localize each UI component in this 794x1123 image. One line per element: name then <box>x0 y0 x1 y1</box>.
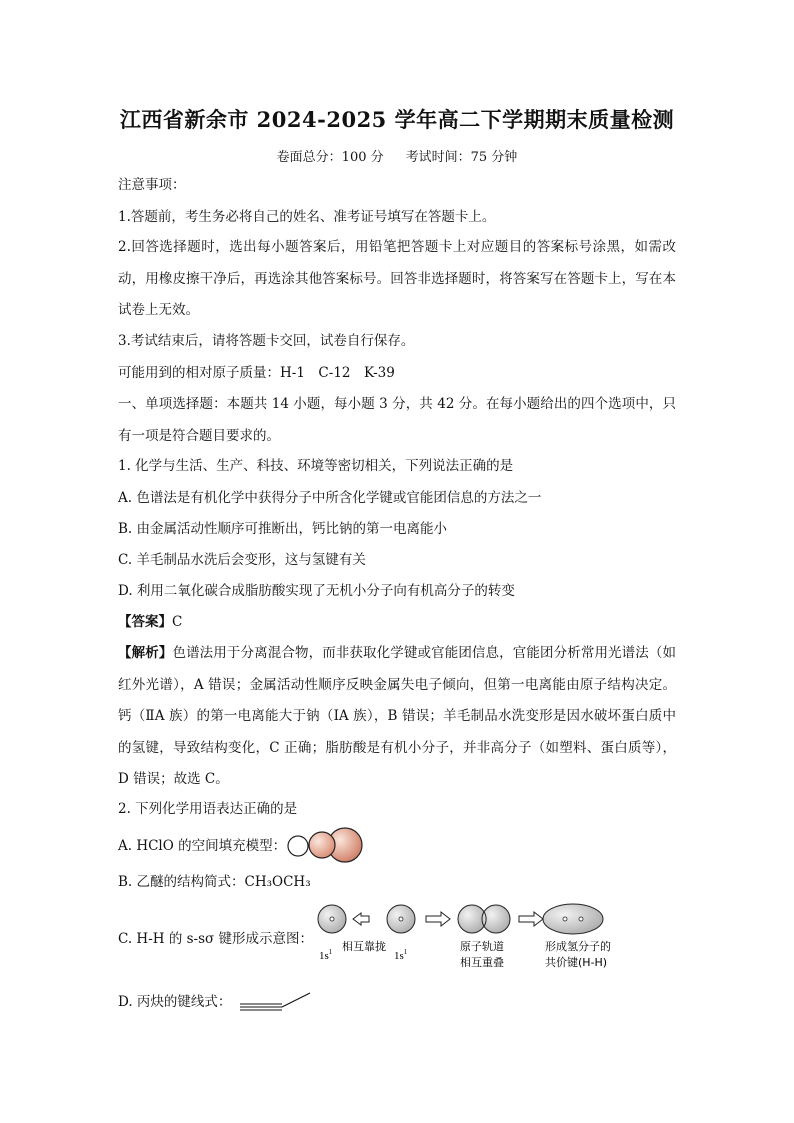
section-1-heading: 一、单项选择题：本题共 14 小题，每小题 3 分，共 42 分。在每小题给出的四个选项中，只有一项是符合题目要求的。 <box>118 396 676 444</box>
single-bond-line <box>282 993 310 1007</box>
q1-stem: 1. 化学与生活、生产、科技、环境等密切相关，下列说法正确的是 <box>118 458 514 474</box>
note-1: 1.答题前，考生务必将自己的姓名、准考证号填写在答题卡上。 <box>118 209 496 225</box>
note-3: 3.考试结束后，请将答题卡交回，试卷自行保存。 <box>118 333 415 349</box>
nucleus <box>330 917 334 921</box>
q1-option-a: A. 色谱法是有机化学中获得分子中所含化学键或官能团信息的方法之一 <box>118 490 542 506</box>
q2-option-c: C. H-H 的 s-sσ 键形成示意图： <box>118 931 314 947</box>
nucleus <box>399 917 403 921</box>
right-arrow-icon <box>519 912 543 926</box>
diethyl-ether-formula: CH₃OCH₃ <box>244 874 311 890</box>
notes-heading: 注意事项： <box>118 177 186 193</box>
label-1s-right: $1s^1$ <box>394 948 408 962</box>
total-score: 卷面总分：100 分 <box>276 150 384 165</box>
h-atom <box>288 836 308 856</box>
q2-option-b <box>118 874 678 890</box>
h2-molecule <box>543 904 603 934</box>
s-s-sigma-bond-diagram <box>305 903 635 978</box>
o-atom <box>309 832 335 858</box>
answer-value: C <box>172 614 183 630</box>
label-bond-1: 形成氢分子的 <box>545 940 611 953</box>
hclo-space-filling-model <box>284 825 370 865</box>
right-arrow-icon <box>426 912 450 926</box>
nucleus <box>579 917 583 921</box>
answer-label: 【答案】 <box>118 614 172 630</box>
q2-option-d: D. 丙炔的键线式： <box>118 994 232 1010</box>
atomic-mass: 可能用到的相对原子质量：H-1 C-12 K-39 <box>118 365 395 381</box>
q2-option-b-text: B. 乙醚的结构简式： <box>118 874 245 890</box>
approach-arrow-icon <box>353 913 369 925</box>
analysis-text: 色谱法用于分离混合物，而非获取化学键或官能团信息，官能团分析常用光谱法（如红外光谱），A 错误；金属活动性顺序反映金属失电子倾向，但第一电离能由原子结构决定。钙（ⅡA 族）的第一电离能大于钠（IA 族），B 错误；羊毛制品水洗变形是因水破坏蛋白质中的氢键，导致结构变化，C 正确；脂肪酸是有机小分子，并非高分子（如塑料、蛋白质等），D 错误；故选 C。 <box>118 645 677 787</box>
analysis-label: 【解析】 <box>118 645 173 661</box>
label-1s-left: $1s^1$ <box>319 948 333 962</box>
exam-time: 考试时间：75 分钟 <box>405 150 518 165</box>
nucleus <box>563 917 567 921</box>
propyne-skeletal-formula <box>238 990 314 1012</box>
exam-title: 江西省新余市 2024-2025 学年高二下学期期末质量检测 <box>119 107 675 132</box>
q1-option-b: B. 由金属活动性顺序可推断出，钙比钠的第一电离能小 <box>118 521 448 537</box>
q1-answer <box>118 614 678 630</box>
label-bond-2: 共价键(H-H) <box>545 956 608 969</box>
q1-option-c: C. 羊毛制品水洗后会变形，这与氢键有关 <box>118 552 366 568</box>
q2-option-a <box>118 838 678 854</box>
note-2: 2.回答选择题时，选出每小题答案后，用铅笔把答题卡上对应题目的答案标号涂黑，如需改动，用橡皮擦干净后，再选涂其他答案标号。回答非选择题时，将答案写在答题卡上，写在本试卷上无效。 <box>118 239 676 318</box>
q2-stem: 2. 下列化学用语表达正确的是 <box>118 801 298 817</box>
label-overlap-1: 原子轨道 <box>460 940 504 953</box>
label-approach: 相互靠拢 <box>342 940 386 953</box>
q2-option-a-text: A. HClO 的空间填充模型： <box>118 838 287 854</box>
q1-analysis <box>118 638 676 796</box>
label-overlap-2: 相互重叠 <box>460 956 504 969</box>
exam-subtitle <box>0 146 794 165</box>
q1-option-d: D. 利用二氧化碳合成脂肪酸实现了无机小分子向有机高分子的转变 <box>118 583 515 599</box>
